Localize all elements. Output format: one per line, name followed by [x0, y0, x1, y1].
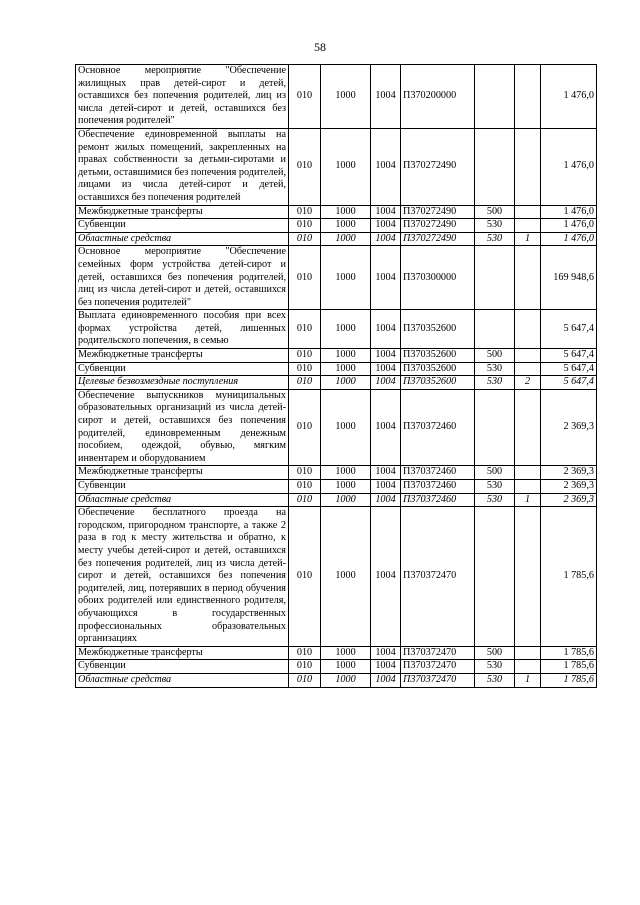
row-grbs: 010 — [289, 219, 321, 233]
row-funding-source — [515, 128, 541, 205]
row-target-article: П370272490 — [401, 205, 475, 219]
row-target-article: П370372460 — [401, 466, 475, 480]
row-funding-source — [515, 65, 541, 129]
page-number: 58 — [314, 40, 326, 54]
row-funding-source — [515, 466, 541, 480]
table-body — [76, 65, 597, 688]
row-subsection: 1004 — [371, 232, 401, 246]
row-target-article: П370372460 — [401, 389, 475, 466]
row-subsection: 1004 — [371, 376, 401, 390]
row-grbs: 010 — [289, 362, 321, 376]
row-funding-source — [515, 389, 541, 466]
row-name: Межбюджетные трансферты — [76, 349, 289, 363]
budget-table — [75, 64, 597, 688]
row-amount: 1 785,6 — [541, 660, 597, 674]
row-amount: 1 476,0 — [541, 232, 597, 246]
table-row — [76, 466, 597, 480]
row-section: 1000 — [321, 349, 371, 363]
row-subsection: 1004 — [371, 310, 401, 349]
row-expense-type: 500 — [475, 646, 515, 660]
row-grbs: 010 — [289, 232, 321, 246]
table-row — [76, 128, 597, 205]
row-name: Субвенции — [76, 362, 289, 376]
row-section: 1000 — [321, 493, 371, 507]
row-expense-type: 530 — [475, 219, 515, 233]
row-grbs: 010 — [289, 466, 321, 480]
table-row — [76, 362, 597, 376]
row-funding-source — [515, 507, 541, 647]
row-name: Обеспечение единовременной выплаты на ремонт жилых помещений, закрепленных на правах собственности за детьми-сиротами и детьми, оставшимися без попечения родителей, лицами из числа детей-сирот и детей, оставшихся без попечения родителей — [76, 128, 289, 205]
row-expense-type: 530 — [475, 232, 515, 246]
row-amount: 1 476,0 — [541, 205, 597, 219]
row-section: 1000 — [321, 310, 371, 349]
row-expense-type: 530 — [475, 493, 515, 507]
row-section: 1000 — [321, 128, 371, 205]
row-grbs: 010 — [289, 507, 321, 647]
row-expense-type — [475, 128, 515, 205]
row-subsection: 1004 — [371, 349, 401, 363]
row-subsection: 1004 — [371, 128, 401, 205]
row-section: 1000 — [321, 205, 371, 219]
table-row — [76, 246, 597, 310]
row-funding-source: 1 — [515, 232, 541, 246]
row-target-article: П370272490 — [401, 232, 475, 246]
row-name: Межбюджетные трансферты — [76, 646, 289, 660]
row-name: Межбюджетные трансферты — [76, 205, 289, 219]
row-funding-source — [515, 205, 541, 219]
row-target-article: П370200000 — [401, 65, 475, 129]
row-target-article: П370372470 — [401, 507, 475, 647]
row-name: Обеспечение бесплатного проезда на городском, пригородном транспорте, а также 2 раза в год к месту жительства и обратно, к месту учебы детей-сирот и детей, оставшихся без попечения родителей, лиц из числа детей-сирот и детей, оставшихся без попечения родителей, лиц, потерявших в период обучения обоих родителей или единственного родителя, обучающихся в государственных профессиональных образовательных организациях — [76, 507, 289, 647]
row-amount: 1 785,6 — [541, 646, 597, 660]
row-amount: 169 948,6 — [541, 246, 597, 310]
row-subsection: 1004 — [371, 673, 401, 687]
row-amount: 1 785,6 — [541, 673, 597, 687]
row-grbs: 010 — [289, 310, 321, 349]
row-amount: 5 647,4 — [541, 349, 597, 363]
row-grbs: 010 — [289, 349, 321, 363]
row-funding-source — [515, 310, 541, 349]
table-row — [76, 310, 597, 349]
row-funding-source: 1 — [515, 673, 541, 687]
table-row — [76, 389, 597, 466]
row-grbs: 010 — [289, 493, 321, 507]
table-row — [76, 480, 597, 494]
row-grbs: 010 — [289, 205, 321, 219]
row-grbs: 010 — [289, 65, 321, 129]
row-name: Субвенции — [76, 660, 289, 674]
row-funding-source — [515, 480, 541, 494]
row-grbs: 010 — [289, 128, 321, 205]
table-row — [76, 232, 597, 246]
row-target-article: П370352600 — [401, 362, 475, 376]
row-amount: 5 647,4 — [541, 376, 597, 390]
row-expense-type: 530 — [475, 480, 515, 494]
row-grbs: 010 — [289, 246, 321, 310]
row-expense-type: 500 — [475, 349, 515, 363]
table-row — [76, 219, 597, 233]
row-amount: 2 369,3 — [541, 389, 597, 466]
row-expense-type: 530 — [475, 362, 515, 376]
row-section: 1000 — [321, 219, 371, 233]
row-section: 1000 — [321, 466, 371, 480]
table-row — [76, 673, 597, 687]
row-funding-source: 1 — [515, 493, 541, 507]
row-name: Целевые безвозмездные поступления — [76, 376, 289, 390]
row-name: Основное мероприятие "Обеспечение жилищных прав детей-сирот и детей, оставшихся без попечения родителей, лиц из числа детей-сирот и детей, оставшихся без попечения родителей" — [76, 65, 289, 129]
row-section: 1000 — [321, 673, 371, 687]
row-section: 1000 — [321, 507, 371, 647]
row-subsection: 1004 — [371, 480, 401, 494]
row-section: 1000 — [321, 660, 371, 674]
row-target-article: П370372460 — [401, 493, 475, 507]
table-row — [76, 376, 597, 390]
row-grbs: 010 — [289, 646, 321, 660]
row-name: Обеспечение выпускников муниципальных образовательных организаций из числа детей-сирот и детей, оставшихся без попечения родителей, единовременным денежным пособием, одеждой, обувью, мягким инвентарем и оборудованием — [76, 389, 289, 466]
row-target-article: П370272490 — [401, 128, 475, 205]
row-name: Субвенции — [76, 480, 289, 494]
row-amount: 1 476,0 — [541, 65, 597, 129]
row-name: Субвенции — [76, 219, 289, 233]
table-row — [76, 205, 597, 219]
row-section: 1000 — [321, 232, 371, 246]
row-name: Областные средства — [76, 493, 289, 507]
row-section: 1000 — [321, 389, 371, 466]
row-funding-source — [515, 660, 541, 674]
table-row — [76, 65, 597, 129]
row-target-article: П370372460 — [401, 480, 475, 494]
table-row — [76, 660, 597, 674]
table-row — [76, 507, 597, 647]
row-name: Выплата единовременного пособия при всех формах устройства детей, лишенных родительского попечения, в семью — [76, 310, 289, 349]
row-name: Межбюджетные трансферты — [76, 466, 289, 480]
row-subsection: 1004 — [371, 646, 401, 660]
row-amount: 1 476,0 — [541, 128, 597, 205]
row-target-article: П370352600 — [401, 310, 475, 349]
row-section: 1000 — [321, 646, 371, 660]
row-amount: 2 369,3 — [541, 466, 597, 480]
row-subsection: 1004 — [371, 205, 401, 219]
row-subsection: 1004 — [371, 219, 401, 233]
row-funding-source — [515, 362, 541, 376]
row-amount: 1 476,0 — [541, 219, 597, 233]
row-section: 1000 — [321, 376, 371, 390]
row-name: Областные средства — [76, 673, 289, 687]
row-funding-source — [515, 246, 541, 310]
table-row — [76, 646, 597, 660]
row-grbs: 010 — [289, 389, 321, 466]
row-funding-source — [515, 349, 541, 363]
row-grbs: 010 — [289, 660, 321, 674]
row-expense-type — [475, 65, 515, 129]
table-row — [76, 349, 597, 363]
row-grbs: 010 — [289, 376, 321, 390]
row-target-article: П370272490 — [401, 219, 475, 233]
row-name: Областные средства — [76, 232, 289, 246]
row-expense-type: 530 — [475, 673, 515, 687]
row-subsection: 1004 — [371, 389, 401, 466]
table-row — [76, 493, 597, 507]
row-section: 1000 — [321, 65, 371, 129]
row-target-article: П370300000 — [401, 246, 475, 310]
row-amount: 2 369,3 — [541, 493, 597, 507]
row-amount: 1 785,6 — [541, 507, 597, 647]
row-amount: 2 369,3 — [541, 480, 597, 494]
row-subsection: 1004 — [371, 466, 401, 480]
row-grbs: 010 — [289, 480, 321, 494]
row-grbs: 010 — [289, 673, 321, 687]
row-section: 1000 — [321, 246, 371, 310]
row-funding-source — [515, 646, 541, 660]
row-subsection: 1004 — [371, 493, 401, 507]
row-expense-type — [475, 507, 515, 647]
row-funding-source: 2 — [515, 376, 541, 390]
row-subsection: 1004 — [371, 246, 401, 310]
row-subsection: 1004 — [371, 65, 401, 129]
row-subsection: 1004 — [371, 660, 401, 674]
row-amount: 5 647,4 — [541, 310, 597, 349]
row-expense-type: 530 — [475, 660, 515, 674]
row-target-article: П370372470 — [401, 646, 475, 660]
row-target-article: П370372470 — [401, 660, 475, 674]
row-expense-type: 530 — [475, 376, 515, 390]
row-target-article: П370352600 — [401, 376, 475, 390]
row-expense-type — [475, 310, 515, 349]
row-expense-type: 500 — [475, 466, 515, 480]
row-expense-type: 500 — [475, 205, 515, 219]
row-funding-source — [515, 219, 541, 233]
row-section: 1000 — [321, 362, 371, 376]
row-target-article: П370352600 — [401, 349, 475, 363]
row-target-article: П370372470 — [401, 673, 475, 687]
row-section: 1000 — [321, 480, 371, 494]
row-amount: 5 647,4 — [541, 362, 597, 376]
row-subsection: 1004 — [371, 362, 401, 376]
row-subsection: 1004 — [371, 507, 401, 647]
row-name: Основное мероприятие "Обеспечение семейных форм устройства детей-сирот и детей, оставшихся без попечения родителей, лиц из числа детей-сирот и детей, оставшихся без попечения родителей" — [76, 246, 289, 310]
row-expense-type — [475, 246, 515, 310]
row-expense-type — [475, 389, 515, 466]
